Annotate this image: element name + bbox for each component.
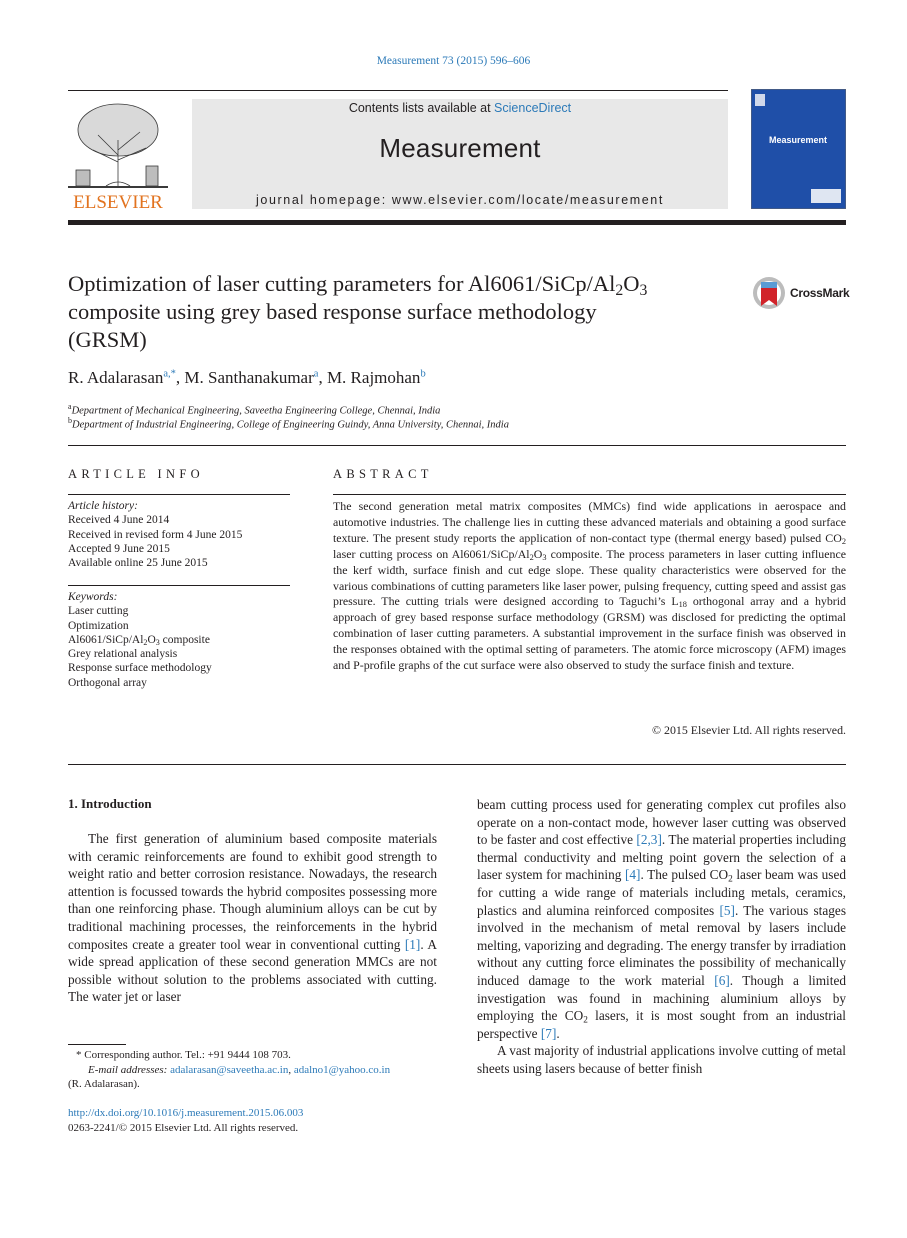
keyword-item: Grey relational analysis: [68, 648, 178, 661]
keyword-item: Orthogonal array: [68, 676, 147, 689]
crossmark-label: CrossMark: [790, 286, 850, 300]
abstract-bottom-rule: [68, 764, 846, 765]
history-received: Received 4 June 2014: [68, 514, 170, 527]
keywords-rule: [68, 585, 290, 586]
issn-copyright: 0263-2241/© 2015 Elsevier Ltd. All rights reserved.: [68, 1121, 299, 1134]
doi-link[interactable]: http://dx.doi.org/10.1016/j.measurement.2015.06.003: [68, 1107, 304, 1119]
keywords-label: Keywords:: [68, 591, 118, 603]
citation-link[interactable]: [1]: [404, 936, 421, 952]
paragraph: A vast majority of industrial applications involve cutting of metal sheets using lasers because of better finish: [477, 1043, 846, 1076]
sciencedirect-link[interactable]: ScienceDirect: [494, 101, 572, 115]
title-line-2: composite using grey based response surface methodology: [68, 299, 597, 324]
keyword-item: Optimization: [68, 619, 129, 632]
abstract-text: The second generation metal matrix composites (MMCs) find wide applications in aerospace and automotive industries. The challenge lies in cutting these advanced materials and obtaining a good surface texture. The present study reports the application of non-contact type (thermal energy based) pulsed $CO_2$ laser cutting process on $Al6061/SiCp/Al_2O_3$ composite. The process parameters in laser cutting influence the kerf width, surface finish and cut edge slope. These quality characteristics were observed for the various combinations of cutting parameters like laser power, pulsing frequency, cutting speed and assist gas pressure. The cutting trials were designed according to Taguchi’s $L_{18}$ orthogonal array and a hybrid approach of grey based response surface methodology (GRSM) was disclosed for predicting the optimal combination of laser cutting parameters. A substantial improvement in the surface finish was observed in the responses obtained with the optimal setting of parameters. The atomic force microscopy (AFM) images and P-profile graphs of the cut surface were also observed to study the surface finish and texture.: [333, 499, 846, 673]
journal-cover-icon: [751, 89, 846, 209]
keyword-item: Laser cutting: [68, 605, 129, 618]
author-3-affiliation-mark[interactable]: b: [420, 368, 426, 380]
crossmark-badge[interactable]: [752, 276, 852, 312]
email-link-1[interactable]: adalarasan@saveetha.ac.in: [170, 1063, 289, 1076]
abstract-heading: ABSTRACT: [333, 467, 433, 481]
email-label: E-mail addresses:: [88, 1063, 171, 1076]
section-heading-introduction: 1. Introduction: [68, 796, 152, 811]
citation-link[interactable]: [2,3]: [636, 832, 662, 848]
title-line-3: (GRSM): [68, 327, 147, 352]
article-history: [68, 499, 242, 570]
title-line-1: Optimization of laser cutting parameters for $Al6061/SiCp/Al_2O_3$: [68, 271, 648, 299]
citation-link[interactable]: [5]: [719, 902, 735, 918]
history-label: Article history:: [68, 500, 138, 512]
author-2-affiliation-mark[interactable]: a: [313, 368, 319, 380]
history-revised: Received in revised form 4 June 2015: [68, 528, 243, 541]
email-link-2[interactable]: adalno1@yahoo.co.in: [293, 1063, 391, 1076]
body-column-left: [68, 830, 437, 1006]
citation-link[interactable]: [7]: [540, 1025, 557, 1041]
article-info-heading: ARTICLE INFO: [68, 467, 204, 481]
author-2: M. Santhanakumar: [184, 368, 314, 387]
keyword-item: $Al6061/SiCp/Al_2O_3$ composite: [68, 633, 210, 647]
corresponding-author-footnote: * Corresponding author. Tel.: +91 9444 108 703. E-mail addresses: adalarasan@saveetha.ac.in, adalno1@yahoo.co.in (R. Adalarasan).: [68, 1048, 448, 1092]
affiliation-b: $^b$Department of Industrial Engineering, College of Engineering Guindy, Anna University, Chennai, India: [68, 416, 509, 431]
elsevier-tree-logo-icon: [68, 100, 168, 212]
citation-link[interactable]: [4]: [624, 867, 641, 883]
keyword-item: Response surface methodology: [68, 662, 212, 675]
footnote-author-name: (R. Adalarasan).: [68, 1078, 140, 1090]
homepage-prefix: journal homepage:: [256, 193, 392, 207]
author-1: R. Adalarasan: [68, 368, 164, 387]
crossmark-icon: [752, 276, 788, 312]
contents-prefix: Contents lists available at: [348, 101, 495, 115]
affiliation-a: $^a$Department of Mechanical Engineering, Saveetha Engineering College, Chennai, India: [68, 402, 441, 417]
header-bottom-rule: [68, 220, 846, 225]
cover-title: Measurement: [768, 135, 828, 145]
abstract-rule: [333, 494, 846, 495]
journal-name: Measurement: [379, 133, 541, 163]
journal-homepage: [192, 193, 728, 207]
history-accepted: Accepted 9 June 2015: [68, 542, 170, 555]
article-info-rule: [68, 494, 290, 495]
header-top-rule: [68, 90, 728, 91]
journal-reference[interactable]: Measurement 73 (2015) 596–606: [376, 55, 531, 67]
author-list: R. Adalarasan$^{a,*}$, M. Santhanakumar$^a$, M. Rajmohan$^b$: [68, 368, 426, 387]
author-3: M. Rajmohan: [326, 368, 421, 387]
affiliation-rule: [68, 445, 846, 446]
homepage-link[interactable]: www.elsevier.com/locate/measurement: [391, 193, 664, 207]
keywords: [68, 590, 212, 690]
elsevier-wordmark: ELSEVIER: [73, 192, 163, 212]
body-column-right: [477, 796, 846, 1078]
citation-link[interactable]: [6]: [714, 972, 730, 988]
abstract-copyright: © 2015 Elsevier Ltd. All rights reserved.: [652, 723, 846, 737]
footnote-rule: [68, 1044, 126, 1045]
article-title: [68, 270, 748, 354]
paragraph: beam cutting process used for generating complex cut profiles also operate on a non-contact mode, however laser cutting was observed to be faster and cost effective [2,3]. The material properties including thermal conductivity and melting point govern the selection of a laser system for machining [4]. The pulsed $CO_2$ laser beam was used for cutting a wide range of materials including metals, ceramics, plastics and alumina reinforced composites [5]. The various stages involved in the mechanism of metal removal by lasers include melting, vaporizing and degrading. The energy transfer by irradiation without any cutting force eliminates the possibility of mechanically induced damage to the work material [6]. Though a limited investigation was found in machining aluminium alloys by employing the $CO_2$ lasers, it is most sought from an industrial perspective [7].: [477, 797, 847, 1041]
author-1-affiliation-mark[interactable]: a,*: [163, 368, 176, 380]
doi-footnote: [68, 1106, 303, 1135]
contents-line: [192, 101, 728, 115]
history-online: Available online 25 June 2015: [68, 557, 208, 570]
paragraph: The first generation of aluminium based composite materials with ceramic reinforcements are found to exhibit good strength to weight ratio and better corrosion resistance. Nowadays, the research attention is focussed towards the hybrid composites possessing more than one reinforcing phase. Though aluminium alloys can be cut by traditional machining processes, the reinforcements in the hybrid composites create a greater tool wear in conventional cutting [1]. A wide spread application of these second generation MMCs are not possible without solution to the problems associated with cutting. The water jet or laser: [68, 831, 437, 1005]
